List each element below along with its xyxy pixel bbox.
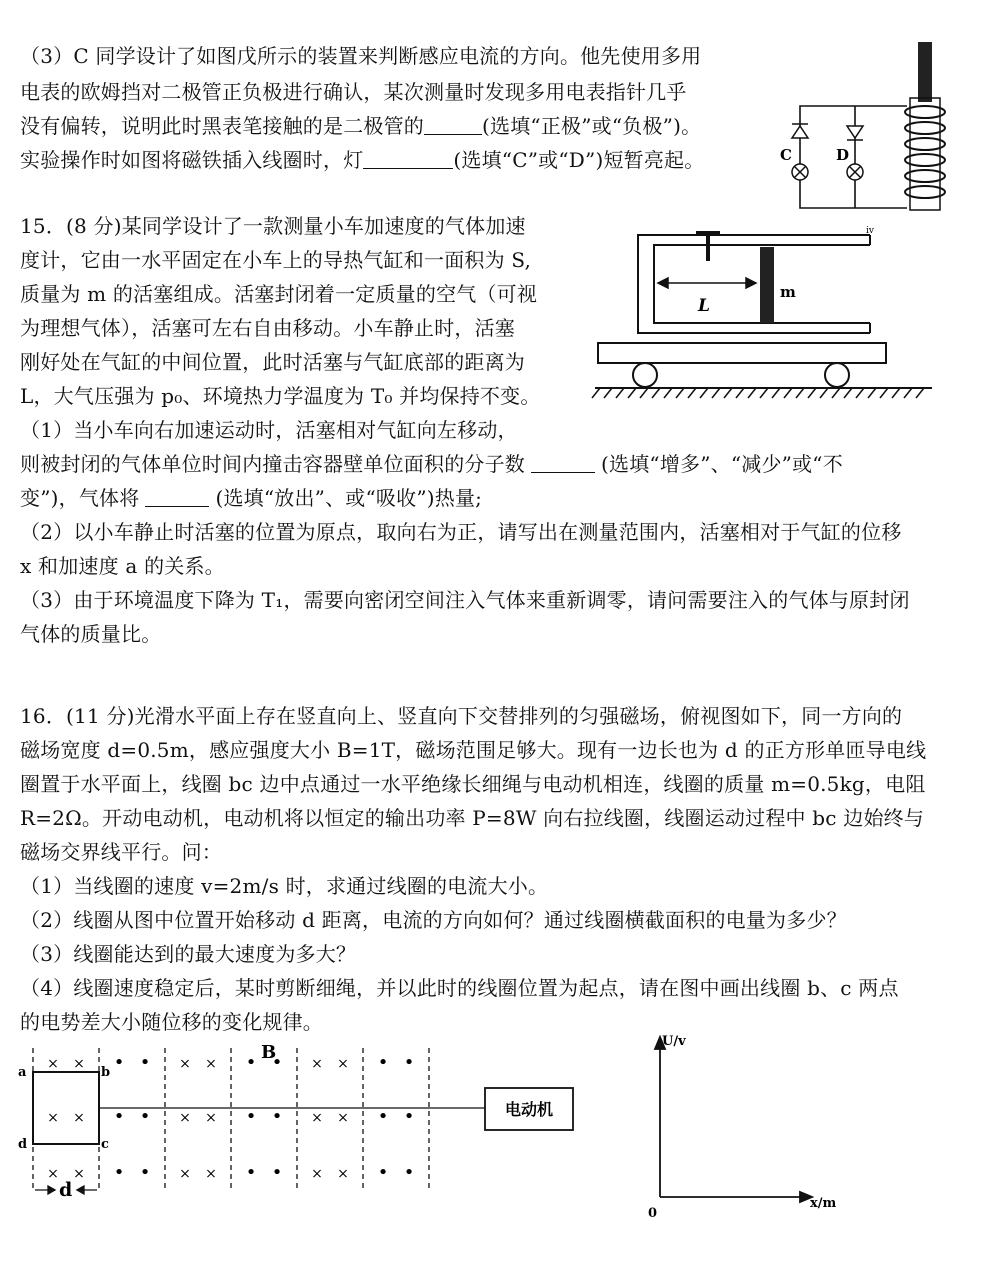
field-cross-2-1-1: × [205, 1110, 217, 1126]
coil-square [33, 1072, 99, 1144]
q16-line-4: R=2Ω。开动电动机，电动机将以恒定的输出功率 P=8W 向右拉线圈，线圈运动过程中 bc 边始终与 [20, 806, 925, 830]
motor-label: 电动机 [504, 1100, 554, 1119]
label-m: m [780, 283, 796, 301]
field-dot-3-1-0: • [271, 1052, 283, 1073]
field-dot-5-0-0: • [377, 1052, 389, 1073]
answer-blank-heat [145, 486, 209, 507]
q15-line-9-b: (选填“放出”、或“吸收”)热量; [215, 486, 483, 510]
field-dot-3-0-0: • [245, 1052, 257, 1073]
q16-line-2: 磁场宽度 d=0.5m，感应强度大小 B=1T，磁场范围足够大。现有一边长也为 d 的正方形单匝导电线 [20, 738, 927, 762]
q15-line-1: 15．(8 分)某同学设计了一款测量小车加速度的气体加速 [20, 214, 526, 238]
field-cross-4-0-2: × [311, 1166, 323, 1182]
label-c: c [101, 1137, 109, 1152]
field-cross-4-1-2: × [337, 1166, 349, 1182]
field-cross-4-1-0: × [337, 1056, 349, 1072]
field-cross-2-0-1: × [179, 1110, 191, 1126]
q16-line-3: 圈置于水平面上，线圈 bc 边中点通过一水平绝缘长细绳与电动机相连，线圈的质量 m=0.5kg，电阻 [20, 772, 926, 796]
q14-3-line-4 [20, 146, 704, 174]
x-axis-label: x/m [810, 1196, 837, 1211]
field-dot-5-0-1: • [377, 1106, 389, 1127]
field-cross-0-0-2: × [47, 1166, 59, 1182]
q15-line-7: （1）当小车向右加速运动时，活塞相对气缸向左移动， [20, 418, 518, 442]
q15-line-11: x 和加速度 a 的关系。 [20, 554, 225, 578]
label-a: a [18, 1065, 27, 1080]
field-cross-2-0-0: × [179, 1056, 191, 1072]
potential-graph [640, 1025, 850, 1225]
q14-3-line-3-a: 没有偏转，说明此时黑表笔接触的是二极管的 [20, 114, 424, 138]
field-dot-1-1-0: • [139, 1052, 151, 1073]
q14-3-line-4-b: (选填“C”或“D”)短暂亮起。 [453, 148, 705, 172]
magnet [918, 42, 932, 102]
label-L: L [698, 296, 710, 316]
field-cross-0-0-0: × [47, 1056, 59, 1072]
q14-3-line-1: （3）C 同学设计了如图戊所示的装置来判断感应电流的方向。他先使用多用 [20, 44, 702, 68]
cart-cylinder-figure [590, 225, 940, 410]
field-cross-0-0-1: × [47, 1110, 59, 1126]
q16-line-5: 磁场交界线平行。问： [20, 840, 222, 864]
field-dot-5-1-2: • [403, 1162, 415, 1183]
field-cross-4-0-0: × [311, 1056, 323, 1072]
field-dot-1-1-1: • [139, 1106, 151, 1127]
ground-hatching [592, 388, 924, 398]
field-cross-0-1-2: × [73, 1166, 85, 1182]
q15-line-4: 为理想气体），活塞可左右自由移动。小车静止时，活塞 [20, 316, 515, 340]
q15-line-10: （2）以小车静止时活塞的位置为原点，取向右为正，请写出在测量范围内，活塞相对于气缸的位移 [20, 520, 902, 544]
diode-d [847, 126, 863, 140]
field-cross-2-0-2: × [179, 1166, 191, 1182]
field-dot-3-1-1: • [271, 1106, 283, 1127]
circuit-wires [800, 106, 907, 208]
wheel-left [633, 363, 657, 387]
field-dot-5-1-1: • [403, 1106, 415, 1127]
q14-3-line-3-b: (选填“正极”或“负极”)。 [482, 114, 702, 138]
field-cross-0-1-1: × [73, 1110, 85, 1126]
q15-line-8 [20, 450, 843, 478]
piston [760, 247, 774, 323]
field-cross-0-1-0: × [73, 1056, 85, 1072]
field-cross-2-1-0: × [205, 1056, 217, 1072]
field-dot-3-0-2: • [245, 1162, 257, 1183]
q15-line-9-a: 变”)，气体将 [20, 486, 140, 510]
q15-line-2: 度计，它由一水平固定在小车上的导热气缸和一面积为 S, [20, 248, 532, 272]
graph-axes [655, 1037, 812, 1202]
q15-line-8-a: 则被封闭的气体单位时间内撞击容器壁单位面积的分子数 [20, 452, 525, 476]
q15-line-5: 刚好处在气缸的中间位置，此时活塞与气缸底部的距离为 [20, 350, 525, 374]
field-boundaries [33, 1048, 429, 1192]
coil-diode-figure [760, 40, 960, 220]
answer-blank-molecules [531, 452, 595, 473]
coil-windings [905, 106, 945, 198]
magnetic-field-figure [15, 1040, 595, 1210]
q14-3-line-2: 电表的欧姆挡对二极管正负极进行确认，某次测量时发现多用电表指针几乎 [20, 80, 687, 104]
label-corner: iv [866, 226, 874, 236]
label-b: b [101, 1065, 111, 1080]
valve [696, 233, 720, 261]
q14-3-line-4-a: 实验操作时如图将磁铁插入线圈时，灯 [20, 148, 364, 172]
q14-3-line-3 [20, 112, 701, 140]
q16-line-1: 16．(11 分)光滑水平面上存在竖直向上、竖直向下交替排列的匀强磁场，俯视图如下，同一方向的 [20, 704, 903, 728]
q16-line-6: （1）当线圈的速度 v=2m/s 时，求通过线圈的电流大小。 [20, 874, 549, 898]
diode-c [792, 124, 808, 138]
q15-line-8-b: (选填“增多”、“减少”或“不 [601, 452, 843, 476]
lamp-c [792, 164, 808, 180]
width-label: d [59, 1179, 73, 1201]
label-d: D [836, 146, 850, 164]
q16-line-8: （3）线圈能达到的最大速度为多大？ [20, 942, 357, 966]
lamp-d [847, 164, 863, 180]
field-dot-3-0-1: • [245, 1106, 257, 1127]
q15-line-6: L，大气压强为 p₀、环境热力学温度为 T₀ 并均保持不变。 [20, 384, 541, 408]
label-B: B [261, 1042, 277, 1063]
field-dot-1-0-2: • [113, 1162, 125, 1183]
field-cross-2-1-2: × [205, 1166, 217, 1182]
q15-line-9 [20, 484, 482, 512]
label-d: d [18, 1137, 28, 1152]
field-dot-1-0-1: • [113, 1106, 125, 1127]
answer-blank-polarity [424, 114, 482, 135]
field-dot-5-0-2: • [377, 1162, 389, 1183]
length-arrow [658, 278, 756, 288]
q15-line-13: 气体的质量比。 [20, 622, 162, 646]
wheel-right [825, 363, 849, 387]
origin-label: 0 [648, 1206, 658, 1221]
field-cross-4-1-1: × [337, 1110, 349, 1126]
label-c: C [780, 146, 792, 164]
q16-line-10: 的电势差大小随位移的变化规律。 [20, 1010, 323, 1034]
field-cross-4-0-1: × [311, 1110, 323, 1126]
field-dot-1-1-2: • [139, 1162, 151, 1183]
cart-body [598, 343, 886, 363]
answer-blank-lamp [363, 148, 453, 169]
q16-line-9: （4）线圈速度稳定后，某时剪断细绳，并以此时的线圈位置为起点，请在图中画出线圈 b、c 两点 [20, 976, 899, 1000]
q16-line-7: （2）线圈从图中位置开始移动 d 距离，电流的方向如何？通过线圈横截面积的电量为多少？ [20, 908, 847, 932]
y-axis-label: U/v [662, 1034, 686, 1049]
field-dot-3-1-2: • [271, 1162, 283, 1183]
field-dot-1-0-0: • [113, 1052, 125, 1073]
q15-line-3: 质量为 m 的活塞组成。活塞封闭着一定质量的空气（可视 [20, 282, 538, 306]
q15-line-12: （3）由于环境温度下降为 T₁，需要向密闭空间注入气体来重新调零，请问需要注入的气体与原封闭 [20, 588, 910, 612]
field-dot-5-1-0: • [403, 1052, 415, 1073]
